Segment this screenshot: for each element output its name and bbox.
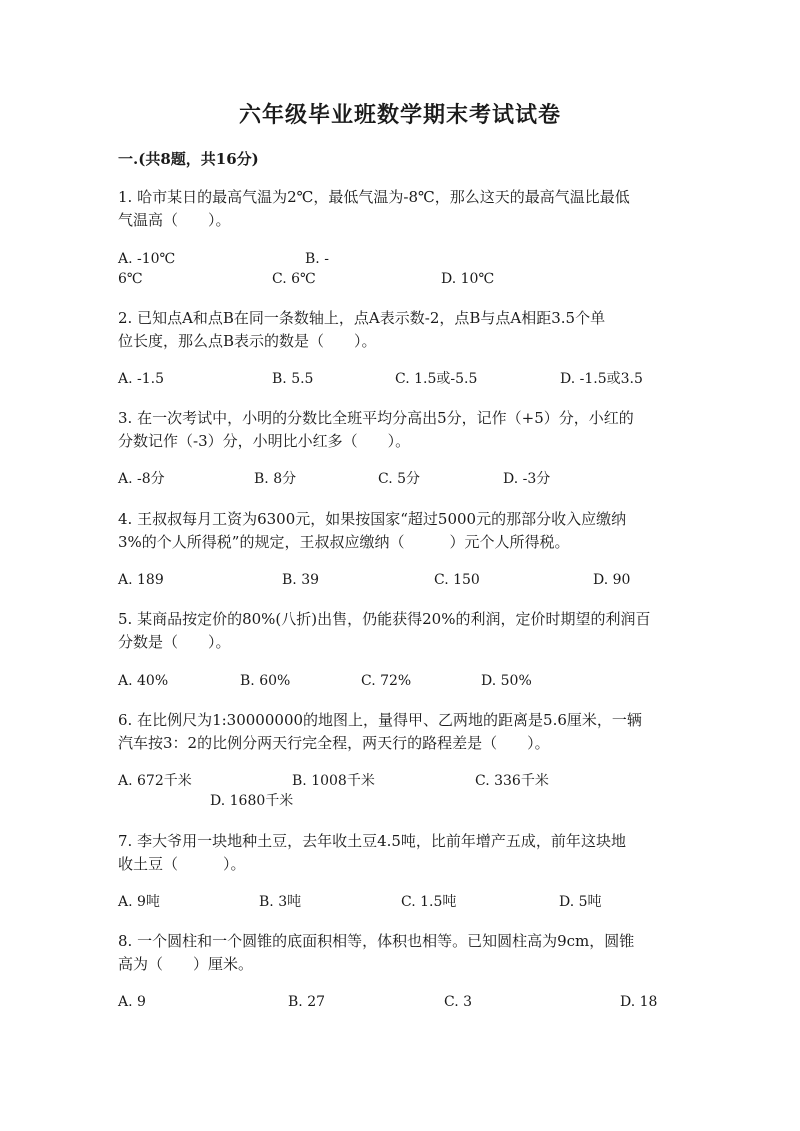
question-1-stem-line: 1. 哈市某日的最高气温为2℃，最低气温为-8℃，那么这天的最高气温比最低 [118, 188, 630, 206]
question-3-stem [118, 407, 683, 453]
question-6-stem [118, 709, 683, 755]
question-8-option-b[interactable]: B. 27 [288, 994, 326, 1010]
question-2-option-c[interactable]: C. 1.5或-5.5 [395, 371, 478, 387]
page-title: 六年级毕业班数学期末考试试卷 [238, 102, 561, 128]
section-header: 一.(共8题，共16分) [118, 150, 259, 168]
question-1-option-b[interactable]: B. - [305, 251, 329, 267]
question-3-stem-line: 分数记作（-3）分，小明比小红多（ ）。 [118, 432, 411, 450]
question-6-option-d[interactable]: D. 1680千米 [210, 793, 294, 809]
question-4-stem [118, 508, 683, 554]
question-7-option-b[interactable]: B. 3吨 [259, 894, 302, 910]
question-2-option-a[interactable]: A. -1.5 [118, 371, 165, 387]
question-4-option-b[interactable]: B. 39 [282, 572, 320, 588]
question-6-option-b[interactable]: B. 1008千米 [292, 773, 375, 789]
question-7-stem-line: 7. 李大爷用一块地种土豆，去年收土豆4.5吨，比前年增产五成，前年这块地 [118, 832, 626, 850]
question-7-option-d[interactable]: D. 5吨 [559, 894, 602, 910]
question-4-option-c[interactable]: C. 150 [434, 572, 480, 588]
question-8-option-a[interactable]: A. 9 [118, 994, 146, 1010]
question-8-stem-line: 高为（ ）厘米。 [118, 955, 254, 973]
question-8-option-d[interactable]: D. 18 [620, 994, 658, 1010]
question-6-option-c[interactable]: C. 336千米 [475, 773, 549, 789]
question-3-option-b[interactable]: B. 8分 [254, 471, 297, 487]
question-6-stem-line: 6. 在比例尺为1:30000000的地图上，量得甲、乙两地的距离是5.6厘米，一辆 [118, 711, 642, 729]
question-2-option-d[interactable]: D. -1.5或3.5 [560, 371, 643, 387]
question-7-stem-line: 收土豆（ ）。 [118, 855, 246, 873]
question-2-stem-line: 位长度，那么点B表示的数是（ ）。 [118, 332, 377, 350]
question-3-option-a[interactable]: A. -8分 [118, 471, 165, 487]
question-1-option-c[interactable]: C. 6℃ [272, 271, 316, 287]
question-4-stem-line: 3%的个人所得税”的规定，王叔叔应缴纳（ ）元个人所得税。 [118, 533, 570, 551]
question-1-option-b-continued: 6℃ [118, 271, 143, 287]
question-8-stem-line: 8. 一个圆柱和一个圆锥的底面积相等，体积也相等。已知圆柱高为9cm，圆锥 [118, 932, 635, 950]
question-3-option-c[interactable]: C. 5分 [378, 471, 421, 487]
question-5-stem-line: 5. 某商品按定价的80%(八折)出售，仍能获得20%的利润，定价时期望的利润百 [118, 610, 651, 628]
question-8-stem [118, 930, 683, 976]
question-5-option-a[interactable]: A. 40% [118, 673, 169, 689]
question-1-option-d[interactable]: D. 10℃ [441, 271, 495, 287]
question-2-option-b[interactable]: B. 5.5 [272, 371, 314, 387]
question-7-stem [118, 830, 683, 876]
question-4-option-d[interactable]: D. 90 [593, 572, 631, 588]
question-8-option-c[interactable]: C. 3 [444, 994, 473, 1010]
question-6-option-a[interactable]: A. 672千米 [118, 773, 192, 789]
question-4-stem-line: 4. 王叔叔每月工资为6300元，如果按国家“超过5000元的那部分收入应缴纳 [118, 510, 627, 528]
question-5-option-d[interactable]: D. 50% [481, 673, 532, 689]
question-5-stem-line: 分数是（ ）。 [118, 633, 231, 651]
question-2-stem [118, 307, 683, 353]
question-7-option-c[interactable]: C. 1.5吨 [401, 894, 457, 910]
question-5-option-c[interactable]: C. 72% [361, 673, 412, 689]
question-5-stem [118, 608, 683, 654]
question-1-option-a[interactable]: A. -10℃ [118, 251, 176, 267]
question-4-option-a[interactable]: A. 189 [118, 572, 164, 588]
question-6-stem-line: 汽车按3：2的比例分两天行完全程，两天行的路程差是（ ）。 [118, 734, 550, 752]
question-1-stem-line: 气温高（ ）。 [118, 211, 231, 229]
question-2-stem-line: 2. 已知点A和点B在同一条数轴上，点A表示数-2，点B与点A相距3.5个单 [118, 309, 606, 327]
question-3-option-d[interactable]: D. -3分 [503, 471, 551, 487]
question-3-stem-line: 3. 在一次考试中，小明的分数比全班平均分高出5分，记作（+5）分，小红的 [118, 409, 634, 427]
question-5-option-b[interactable]: B. 60% [240, 673, 291, 689]
question-7-option-a[interactable]: A. 9吨 [118, 894, 160, 910]
question-1-stem [118, 186, 683, 232]
